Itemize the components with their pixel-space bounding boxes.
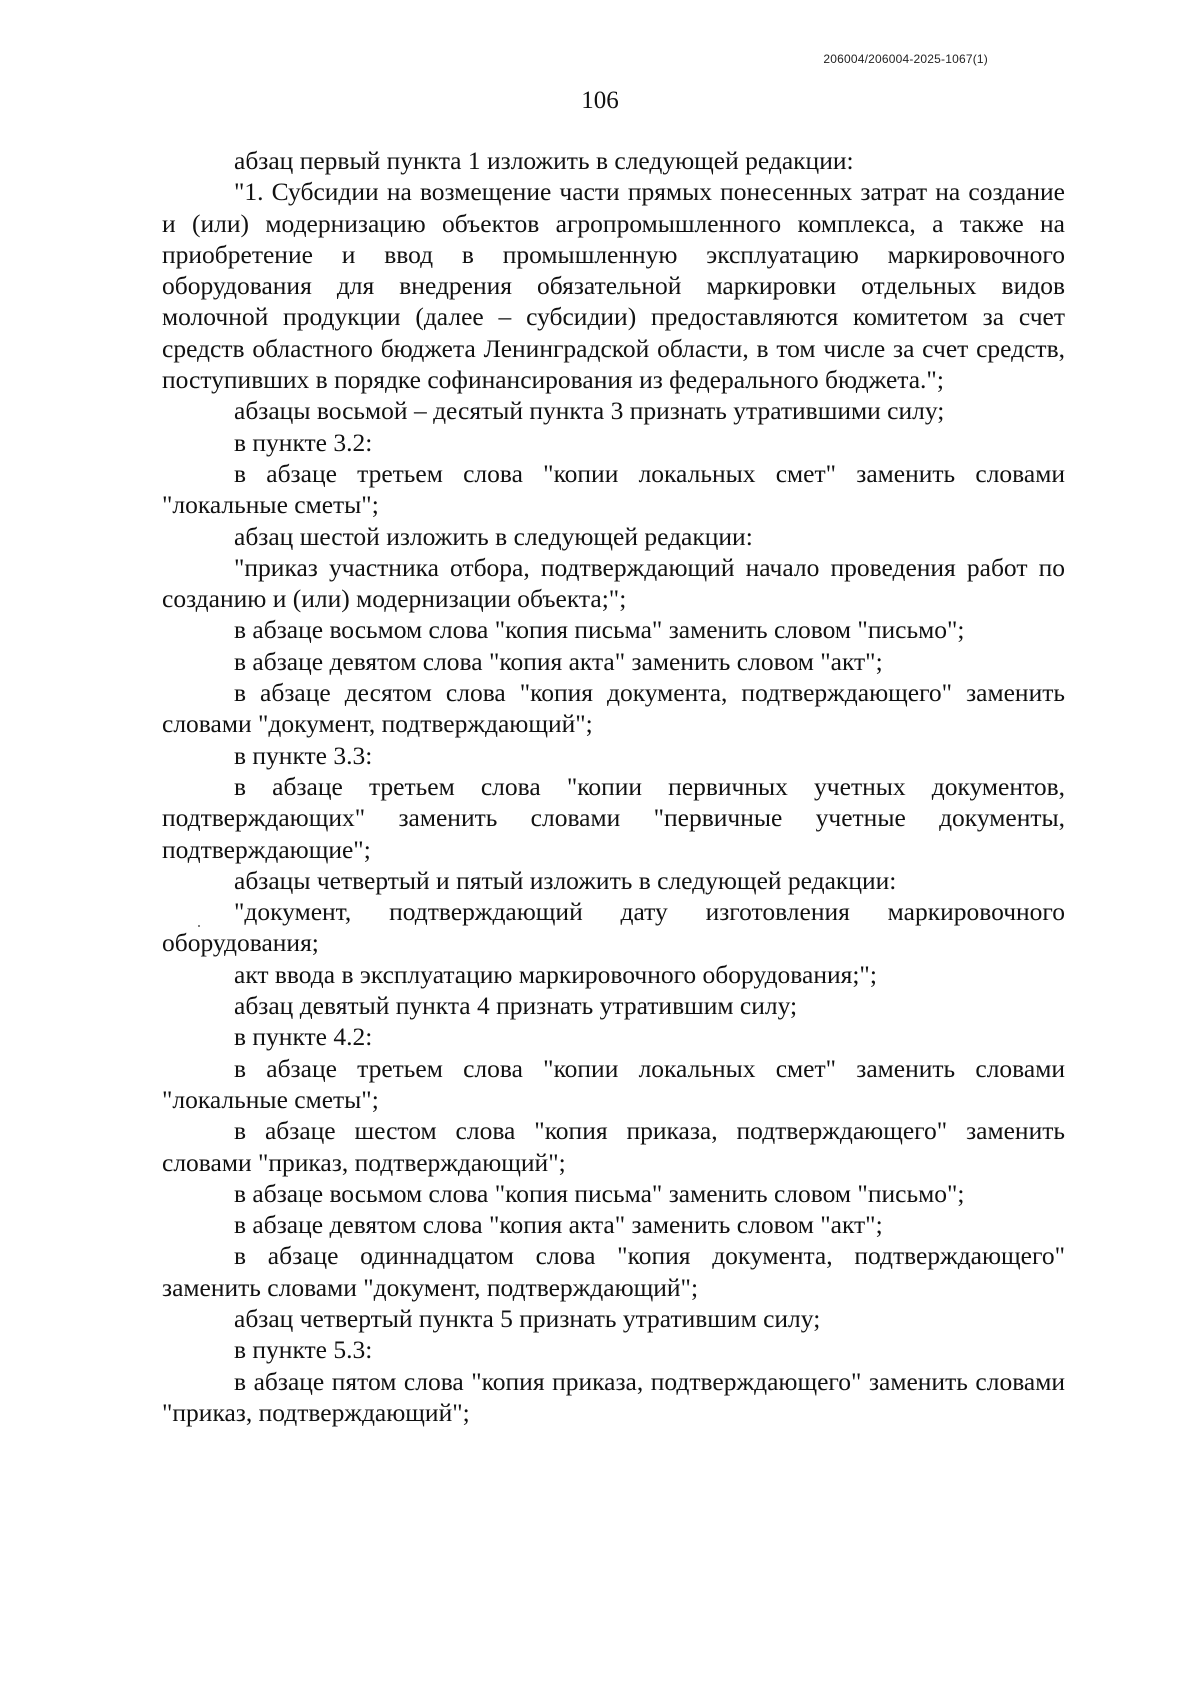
document-id: 206004/206004-2025-1067(1) [823,52,988,66]
paragraph: абзац девятый пункта 4 признать утратившим силу; [234,991,798,1021]
paragraph: в абзаце девятом слова "копия акта" заменить словом "акт"; [234,1210,883,1240]
page-number: 106 [581,87,619,114]
paragraph: абзацы восьмой – десятый пункта 3 признать утратившими силу; [234,396,945,426]
paragraph: в пункте 3.2: [234,427,373,457]
paragraph: в абзаце девятом слова "копия акта" заменить словом "акт"; [234,646,883,676]
paragraph: абзац четвертый пункта 5 признать утратившим силу; [234,1303,821,1333]
paragraph: в абзаце десятом слова "копия документа, подтверждающего" заменить словами "документ, подтверждающий"; [162,678,1065,739]
document-body [162,145,1065,1428]
paragraph: акт ввода в эксплуатацию маркировочного оборудования;"; [234,959,877,989]
paragraph: в пункте 4.2: [234,1022,373,1052]
paragraph: "документ, подтверждающий дату изготовления маркировочного оборудования; [162,897,1065,958]
paragraph: в абзаце третьем слова "копии локальных смет" заменить словами "локальные сметы"; [162,1053,1065,1114]
paragraph: в абзаце третьем слова "копии первичных учетных документов, подтверждающих" заменить словами "первичные учетные документы, подтверждающие"; [162,771,1065,864]
paragraph: "1. Субсидии на возмещение части прямых понесенных затрат на создание и (или) модернизацию объектов агропромышленного комплекса, а также на приобретение и ввод в промышленную эксплуатацию маркировочного оборудования для внедрения обязательной маркировки отдельных видов молочной продукции (далее – субсидии) предоставляются комитетом за счет средств областного бюджета Ленинградской области, в том числе за счет средств, поступивших в порядке софинансирования из федерального бюджета."; [162,177,1065,395]
paragraph: "приказ участника отбора, подтверждающий начало проведения работ по созданию и (или) модернизации объекта;"; [162,552,1065,614]
paragraph: в пункте 5.3: [234,1335,373,1365]
paragraph: абзац первый пункта 1 изложить в следующей редакции: [234,146,854,175]
paragraph: в абзаце пятом слова "копия приказа, подтверждающего" заменить словами "приказ, подтверждающий"; [162,1366,1065,1427]
paragraph: в абзаце шестом слова "копия приказа, подтверждающего" заменить словами "приказ, подтверждающий"; [162,1116,1065,1177]
paragraph: в абзаце восьмом слова "копия письма" заменить словом "письмо"; [234,615,965,645]
paragraph: в пункте 3.3: [234,740,373,770]
paragraph: в абзаце третьем слова "копии локальных смет" заменить словами "локальные сметы"; [162,458,1065,520]
paragraph: в абзаце восьмом слова "копия письма" заменить словом "письмо"; [234,1178,965,1208]
paragraph: абзацы четвертый и пятый изложить в следующей редакции: [234,865,897,895]
paragraph: в абзаце одиннадцатом слова "копия документа, подтверждающего" заменить словами "документ, подтверждающий"; [162,1241,1065,1302]
paragraph: абзац шестой изложить в следующей редакции: [234,521,753,551]
